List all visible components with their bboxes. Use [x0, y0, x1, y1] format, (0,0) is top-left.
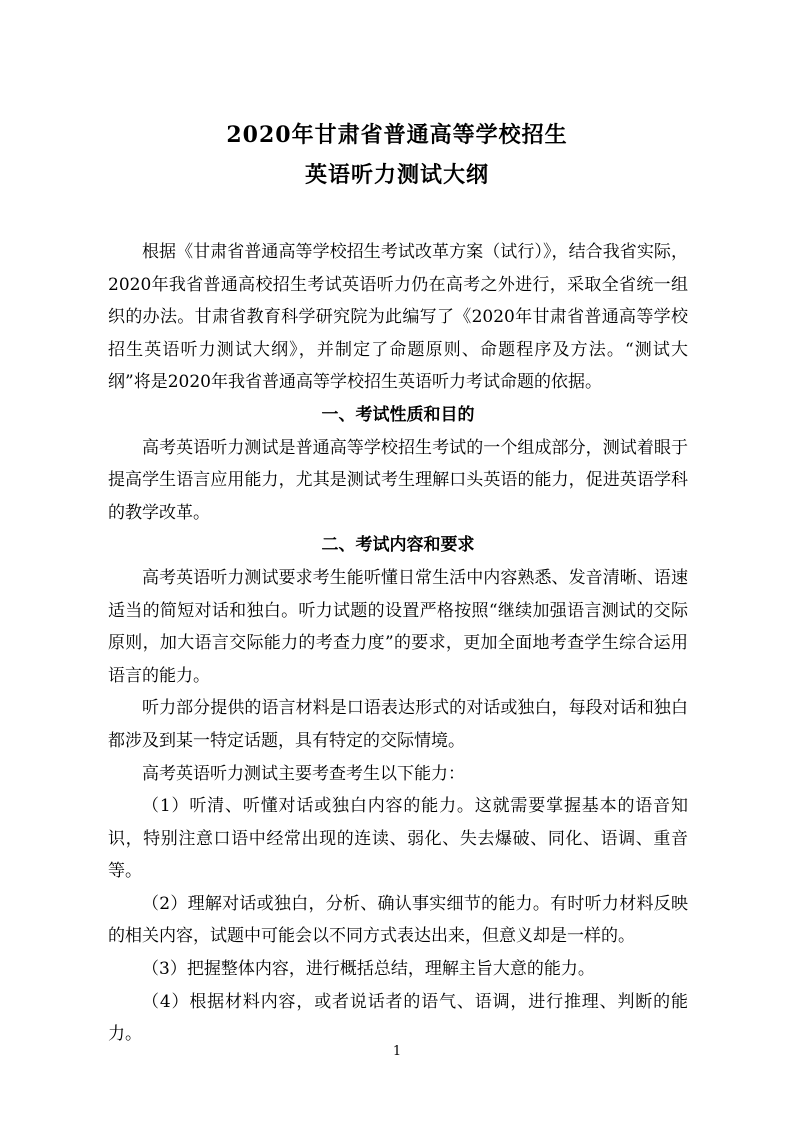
ability-item-4: （4）根据材料内容，或者说话者的语气、语调，进行推理、判断的能力。	[108, 991, 688, 1045]
intro-paragraph: 根据《甘肃省普通高等学校招生考试改革方案（试行）》，结合我省实际，2020年我省普通高校招生考试英语听力仍在高考之外进行，采取全省统一组织的办法。甘肃省教育科学研究院为此编写了《2020年甘肃省普通高等学校招生英语听力测试大纲》，并制定了命题原则、命题程序及方法。“测试大纲”将是2020年我省普通高等学校招生英语听力考试命题的依据。	[108, 242, 688, 393]
document-title-line-1: 2020年甘肃省普通高等学校招生	[226, 122, 568, 148]
document-body	[108, 236, 688, 1051]
ability-item-3: （3）把握整体内容，进行概括总结，理解主旨大意的能力。	[142, 959, 595, 980]
section-2-paragraph-3: 高考英语听力测试主要考查考生以下能力：	[142, 763, 465, 784]
section-2-paragraph-1: 高考英语听力测试要求考生能听懂日常生活中内容熟悉、发音清晰、语速适当的简短对话和独白。听力试题的设置严格按照“继续加强语言测试的交际原则，加大语言交际能力的考查力度”的要求，更加全面地考查学生综合运用语言的能力。	[108, 567, 688, 686]
section-2-heading: 二、考试内容和要求	[321, 535, 475, 556]
section-1-heading: 一、考试性质和目的	[321, 404, 475, 425]
section-2-paragraph-2: 听力部分提供的语言材料是口语表达形式的对话或独白，每段对话和独白都涉及到某一特定话题，具有特定的交际情境。	[108, 698, 688, 751]
ability-item-1: （1）听清、听懂对话或独白内容的能力。这就需要掌握基本的语音知识，特别注意口语中经常出现的连读、弱化、失去爆破、同化、语调、重音等。	[108, 796, 688, 882]
document-title-line-2: 英语听力测试大纲	[304, 162, 489, 188]
page-number: 1	[392, 1044, 402, 1059]
ability-item-2: （2）理解对话或独白，分析、确认事实细节的能力。有时听力材料反映的相关内容，试题中可能会以不同方式表达出来，但意义却是一样的。	[108, 893, 688, 947]
section-1-paragraph: 高考英语听力测试是普通高等学校招生考试的一个组成部分，测试着眼于提高学生语言应用能力，尤其是测试考生理解口头英语的能力，促进英语学科的教学改革。	[108, 437, 688, 523]
